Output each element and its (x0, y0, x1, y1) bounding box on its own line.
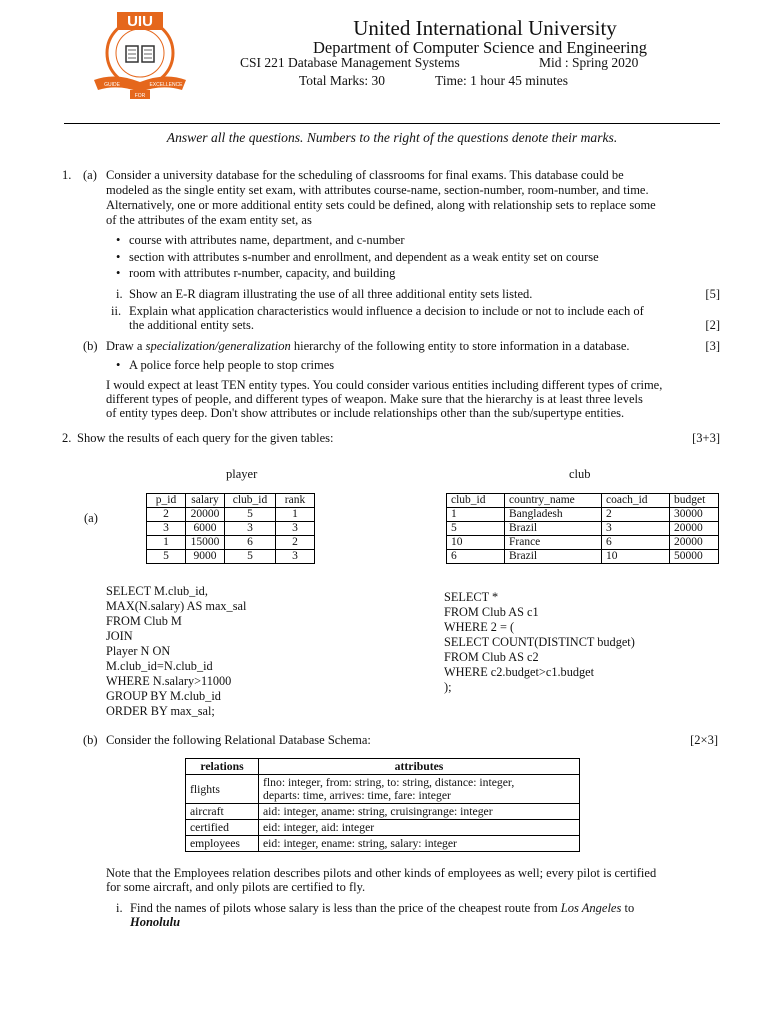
table-cell: 2 (147, 508, 186, 522)
list-item: • section with attributes s-number and enrollment, and dependent as a weak entity set on course (129, 250, 599, 264)
question-1 (62, 168, 732, 428)
table-cell: France (505, 536, 602, 550)
table-cell: 3 (225, 522, 276, 536)
table-cell: 3 (602, 522, 670, 536)
text-line: flno: integer, from: string, to: string, distance: integer, (263, 776, 515, 789)
sql-line: WHERE c2.budget>c1.budget (444, 665, 595, 679)
question-text: Show the results of each query for the given tables: (77, 431, 334, 445)
table-row (147, 522, 315, 536)
note-line: for some aircraft, and only pilots are certified to fly. (106, 880, 366, 894)
emphasis-text: specialization/generalization (145, 339, 291, 353)
subpart-text: Explain what application characteristics would influence a decision to include or not to include each of (129, 304, 644, 318)
marks-label: [3+3] (692, 431, 720, 445)
exam-name: Mid : Spring 2020 (539, 55, 639, 70)
sql-line: ORDER BY max_sal; (106, 704, 215, 718)
sql-line: JOIN (106, 629, 133, 643)
sql-line: SELECT COUNT(DISTINCT budget) (444, 635, 635, 649)
table-header: relations (186, 759, 259, 775)
table-cell: 20000 (670, 522, 719, 536)
subpart-text: the additional entity sets. (129, 318, 254, 332)
emphasis-text: Los Angeles (560, 901, 622, 915)
club-table (446, 493, 719, 564)
question-number: 1. (62, 168, 72, 182)
table-header: club_id (447, 494, 505, 508)
text-line: I would expect at least TEN entity types. You could consider various entities including different types of crime, (106, 378, 663, 392)
text-run: hierarchy of the following entity to store information in a database. (290, 339, 630, 353)
table-header: salary (186, 494, 225, 508)
table-row (447, 550, 719, 564)
table-cell: 6 (225, 536, 276, 550)
player-table-title: player (226, 467, 258, 481)
table-cell: Bangladesh (505, 508, 602, 522)
text-line: modeled as the single entity set exam, with attributes course-name, section-number, room-number, and time. (106, 183, 649, 197)
player-table (146, 493, 315, 564)
table-row (447, 536, 719, 550)
table-cell: 20000 (186, 508, 225, 522)
q1a-text (106, 168, 726, 182)
part-label: (a) (83, 168, 97, 182)
marks-label: [2×3] (690, 733, 718, 747)
table-cell: 1 (447, 508, 505, 522)
note-line: Note that the Employees relation describes pilots and other kinds of employees as well; every pilot is certified (106, 866, 657, 880)
table-cell: 3 (276, 522, 315, 536)
question-number: 2. (62, 431, 72, 445)
table-cell: 5 (447, 522, 505, 536)
text-line: Alternatively, one or more additional entity sets could be defined, along with relationship sets to replace some (106, 198, 656, 212)
table-cell: 3 (276, 550, 315, 564)
header-divider (64, 123, 720, 124)
exam-time: Time: 1 hour 45 minutes (435, 73, 569, 88)
text-run: Draw a (106, 339, 146, 353)
table-cell: 20000 (670, 536, 719, 550)
table-cell: 2 (602, 508, 670, 522)
table-header: p_id (147, 494, 186, 508)
part-label: (b) (83, 339, 98, 353)
table-row (186, 804, 580, 820)
club-table-title: club (569, 467, 591, 481)
table-row (186, 836, 580, 852)
table-cell: 9000 (186, 550, 225, 564)
table-header: attributes (259, 759, 580, 775)
table-header: rank (276, 494, 315, 508)
text-line: Consider a university database for the scheduling of classrooms for final exams. This database could be (106, 168, 624, 182)
instructions: Answer all the questions. Numbers to the right of the questions denote their marks. (166, 130, 618, 145)
table-row (147, 536, 315, 550)
table-header: coach_id (602, 494, 670, 508)
subpart-text: Show an E-R diagram illustrating the use of all three additional entity sets listed. (129, 287, 533, 301)
table-cell: eid: integer, ename: string, salary: integer (259, 836, 580, 852)
list-item: • A police force help people to stop crimes (129, 358, 334, 372)
table-cell: 6 (602, 536, 670, 550)
sql-line: SELECT * (444, 590, 499, 604)
table-row (186, 775, 580, 804)
subpart-label: ii. (111, 304, 122, 318)
sql-query-left (106, 584, 406, 719)
sql-line: MAX(N.salary) AS max_sal (106, 599, 247, 613)
table-cell: flights (186, 775, 259, 804)
university-name: United International University (353, 16, 617, 40)
department-name: Department of Computer Science and Engineering (312, 38, 647, 57)
text-line: of the attributes of the exam entity set, as (106, 213, 312, 227)
table-cell: aircraft (186, 804, 259, 820)
svg-text:UIU: UIU (127, 13, 153, 30)
text-run: Find the names of pilots whose salary is less than the price of the cheapest route from (130, 901, 561, 915)
q1b-text (106, 339, 630, 353)
table-cell: 30000 (670, 508, 719, 522)
course-title: CSI 221 Database Management Systems (240, 55, 460, 70)
marks-label: [2] (705, 318, 720, 332)
table-cell: 5 (225, 550, 276, 564)
list-item: • course with attributes name, department, and c-number (129, 233, 405, 247)
part-label: (a) (84, 511, 98, 525)
question-2-header (62, 431, 732, 451)
subpart-label: i. (116, 901, 123, 915)
table-cell: certified (186, 820, 259, 836)
sql-line: WHERE N.salary>11000 (106, 674, 232, 688)
sql-query-right (444, 590, 744, 695)
subpart-text (130, 901, 722, 915)
text-line: departs: time, arrives: time, fare: integer (263, 789, 451, 802)
table-header: club_id (225, 494, 276, 508)
sql-line: WHERE 2 = ( (444, 620, 515, 634)
sql-line: FROM Club M (106, 614, 182, 628)
table-cell: 3 (147, 522, 186, 536)
table-cell: Brazil (505, 550, 602, 564)
table-cell: 6000 (186, 522, 225, 536)
sql-line: Player N ON (106, 644, 171, 658)
marks-label: [5] (705, 287, 720, 301)
table-cell: 10 (447, 536, 505, 550)
sql-line: FROM Club AS c1 (444, 605, 539, 619)
table-header: budget (670, 494, 719, 508)
svg-text:EXCELLENCE: EXCELLENCE (149, 82, 183, 88)
table-row (147, 550, 315, 564)
table-row (147, 508, 315, 522)
schema-table (185, 758, 580, 852)
subpart-text-cont (130, 915, 180, 929)
table-cell: 2 (276, 536, 315, 550)
part-label: (b) (83, 733, 98, 747)
table-cell: 5 (225, 508, 276, 522)
svg-text:GUIDE: GUIDE (104, 82, 120, 88)
table-cell: eid: integer, aid: integer (259, 820, 580, 836)
table-cell: 50000 (670, 550, 719, 564)
university-logo (90, 10, 190, 100)
marks-label: [3] (705, 339, 720, 353)
table-cell: 6 (447, 550, 505, 564)
list-item: • room with attributes r-number, capacity, and building (129, 266, 395, 280)
table-row (447, 522, 719, 536)
total-marks: Total Marks: 30 (299, 73, 386, 88)
table-row (447, 508, 719, 522)
emphasis-text: Honolulu (130, 915, 181, 929)
q2b-header (62, 733, 732, 751)
sql-line: ); (444, 680, 452, 694)
table-cell: 1 (276, 508, 315, 522)
text-run: to (621, 901, 635, 915)
table-row (186, 820, 580, 836)
svg-text:FOR: FOR (134, 93, 146, 99)
sql-line: SELECT M.club_id, (106, 584, 208, 598)
sql-line: GROUP BY M.club_id (106, 689, 221, 703)
sql-line: M.club_id=N.club_id (106, 659, 213, 673)
part-text: Consider the following Relational Database Schema: (106, 733, 371, 747)
text-line: of entity types deep. Don't show attributes or include relationships other than the sub/supertype entities. (106, 406, 625, 420)
table-cell: 1 (147, 536, 186, 550)
table-cell (259, 775, 580, 804)
table-header: country_name (505, 494, 602, 508)
table-cell: employees (186, 836, 259, 852)
table-cell: 15000 (186, 536, 225, 550)
table-cell: aid: integer, aname: string, cruisingrange: integer (259, 804, 580, 820)
subpart-label: i. (116, 287, 123, 301)
table-cell: Brazil (505, 522, 602, 536)
table-cell: 5 (147, 550, 186, 564)
sql-line: FROM Club AS c2 (444, 650, 539, 664)
table-cell: 10 (602, 550, 670, 564)
text-line: different types of people, and different types of weapon. Make sure that the hierarchy is at least three levels (106, 392, 643, 406)
